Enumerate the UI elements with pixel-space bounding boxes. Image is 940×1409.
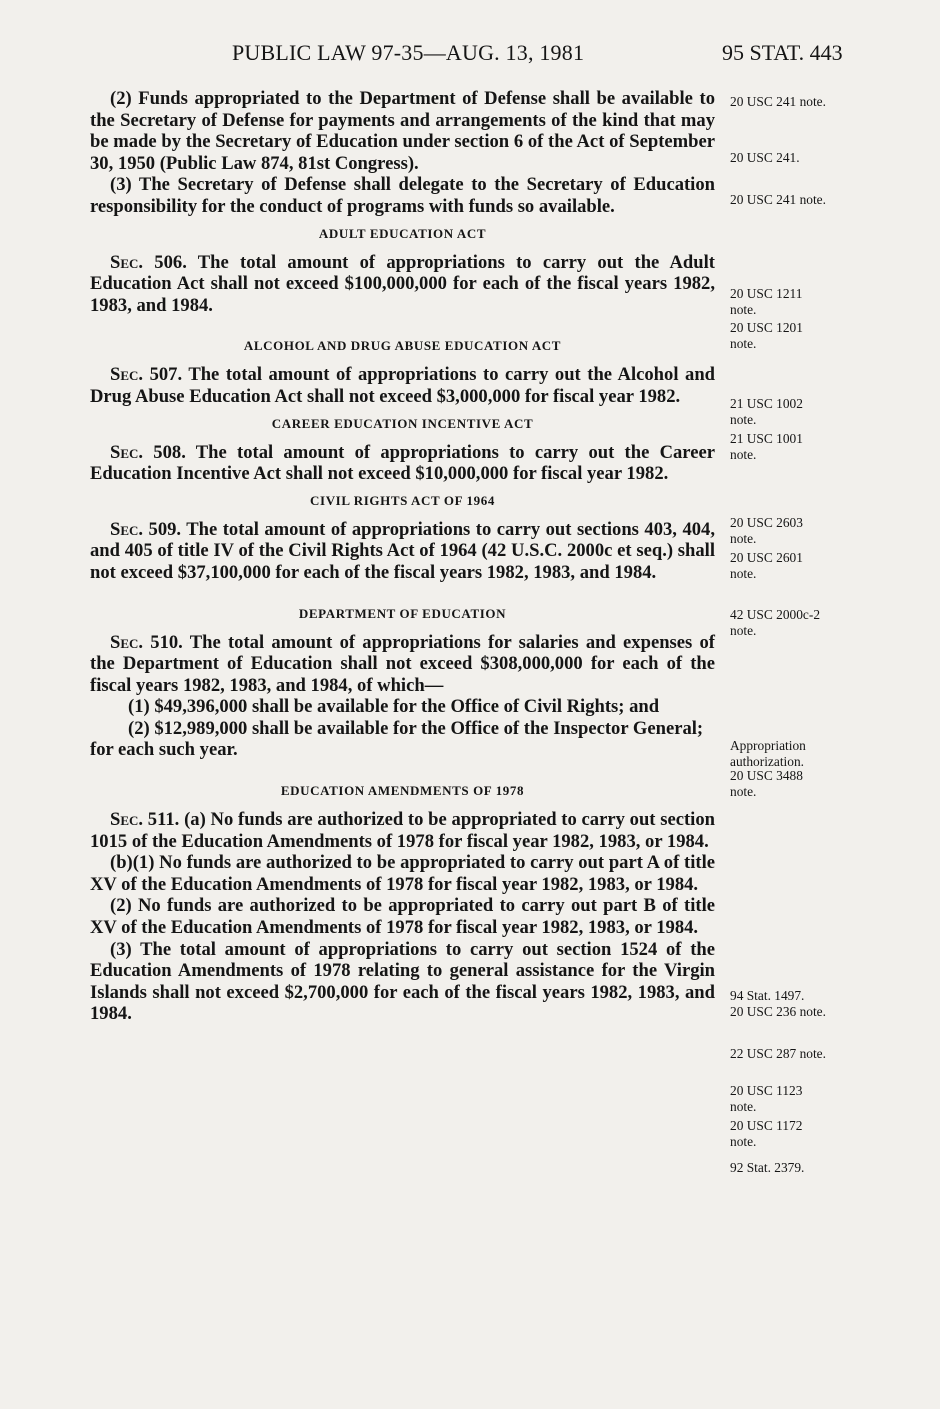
heading-department-of-education: DEPARTMENT OF EDUCATION — [298, 605, 507, 621]
body-text — [90, 88, 715, 1025]
section-511-a-text: (a) No funds are authorized to be appropriated to carry out section 1015 of the Education Amendments of 1978 for fiscal year 1982, 1983, or 1984. — [90, 809, 715, 852]
margin-note: 20 USC 1211 note. — [730, 286, 803, 317]
section-510 — [90, 632, 715, 697]
heading-alcohol-drug-abuse: ALCOHOL AND DRUG ABUSE EDUCATION ACT — [243, 338, 562, 354]
section-511-a — [90, 809, 715, 852]
margin-note: 20 USC 241. — [730, 150, 800, 165]
section-511-b3: (3) The total amount of appropriations to carry out section 1524 of the Education Amendments of 1978 relating to general assistance for the Virgin Islands shall not exceed $2,700,000 for each of the fiscal years 1982, 1983, and 1984. — [90, 938, 715, 1025]
margin-note: 20 USC 241 note. — [730, 192, 826, 207]
paragraph-2: (2) Funds appropriated to the Department of Defense shall be available to the Secretary of Defense for payments and arrangements of the kind that may be made by the Secretary of Education under section 6 of the Act of September 30, 1950 (Public Law 874, 81st Congress). — [90, 88, 715, 174]
section-510-item-1: (1) $49,396,000 shall be available for the Office of Civil Rights; and — [128, 696, 660, 718]
margin-note: 21 USC 1002 note. — [730, 396, 803, 427]
section-511-lead: Sec. 511. — [110, 809, 180, 831]
heading-adult-education-act: ADULT EDUCATION ACT — [318, 225, 487, 241]
section-509-text: The total amount of appropriations to carry out sections 403, 404, and 405 of title IV of the Civil Rights Act of 1964 (42 U.S.C. 2000c et seq.) shall not exceed $37,100,000 for each of the fiscal years 1982, 1983, and 1984. — [90, 518, 715, 583]
section-507-lead: Sec. 507. — [110, 364, 183, 386]
section-508 — [90, 442, 715, 485]
running-head-page-ref: 95 STAT. 443 — [722, 40, 843, 65]
section-506-text: The total amount of appropriations to carry out the Adult Education Act shall not exceed $100,000,000 for each of the fiscal years 1982, 1983, and 1984. — [90, 251, 715, 316]
section-509 — [90, 519, 715, 584]
section-508-lead: Sec. 508. — [110, 441, 186, 463]
section-507 — [90, 364, 715, 407]
section-510-tail: for each such year. — [90, 739, 238, 761]
section-510-item-2: (2) $12,989,000 shall be available for the Office of the Inspector General; — [128, 717, 704, 739]
margin-note: 92 Stat. 2379. — [730, 1160, 805, 1175]
running-head-title: PUBLIC LAW 97-35—AUG. 13, 1981 — [232, 40, 585, 65]
margin-note: 20 USC 1123 note. — [730, 1083, 803, 1114]
section-511-b1: (b)(1) No funds are authorized to be appropriated to carry out part A of title XV of the Education Amendments of 1978 for fiscal year 1982, 1983, or 1984. — [90, 852, 715, 895]
margin-note: 20 USC 236 note. — [730, 1004, 826, 1019]
section-506 — [90, 252, 715, 317]
heading-education-amendments-1978: EDUCATION AMENDMENTS OF 1978 — [280, 783, 525, 799]
section-510-text: The total amount of appropriations for salaries and expenses of the Department of Education shall not exceed $308,000,000 for each of the fiscal years 1982, 1983, and 1984, of which— — [90, 631, 715, 696]
margin-note: Appropriation authorization. — [730, 738, 806, 769]
section-511-b2: (2) No funds are authorized to be appropriated to carry out part B of title XV of the Education Amendments of 1978 for fiscal year 1982, 1983, or 1984. — [90, 895, 715, 939]
section-506-lead: Sec. 506. — [110, 251, 187, 273]
heading-career-education: CAREER EDUCATION INCENTIVE ACT — [271, 415, 534, 431]
paragraph-3: (3) The Secretary of Defense shall delegate to the Secretary of Education responsibility for the conduct of programs with funds so available. — [90, 174, 715, 217]
margin-note: 20 USC 2603 note. — [730, 515, 803, 546]
margin-note: 42 USC 2000c-2 note. — [730, 607, 821, 638]
section-509-lead: Sec. 509. — [110, 518, 182, 540]
margin-note: 94 Stat. 1497. — [730, 988, 805, 1003]
margin-note: 20 USC 2601 note. — [730, 550, 803, 581]
margin-note: 22 USC 287 note. — [730, 1046, 826, 1061]
margin-note: 20 USC 1201 note. — [730, 320, 803, 351]
margin-note: 20 USC 241 note. — [730, 94, 826, 109]
section-508-text: The total amount of appropriations to carry out the Career Education Incentive Act shall not exceed $10,000,000 for fiscal year 1982. — [90, 441, 715, 485]
margin-note: 21 USC 1001 note. — [730, 431, 803, 462]
section-507-text: The total amount of appropriations to carry out the Alcohol and Drug Abuse Education Act shall not exceed $3,000,000 for fiscal year 1982. — [90, 364, 715, 407]
section-510-lead: Sec. 510. — [110, 631, 183, 653]
margin-note: 20 USC 3488 note. — [730, 768, 803, 799]
heading-civil-rights-act: CIVIL RIGHTS ACT OF 1964 — [310, 492, 495, 508]
margin-note: 20 USC 1172 note. — [730, 1118, 803, 1149]
